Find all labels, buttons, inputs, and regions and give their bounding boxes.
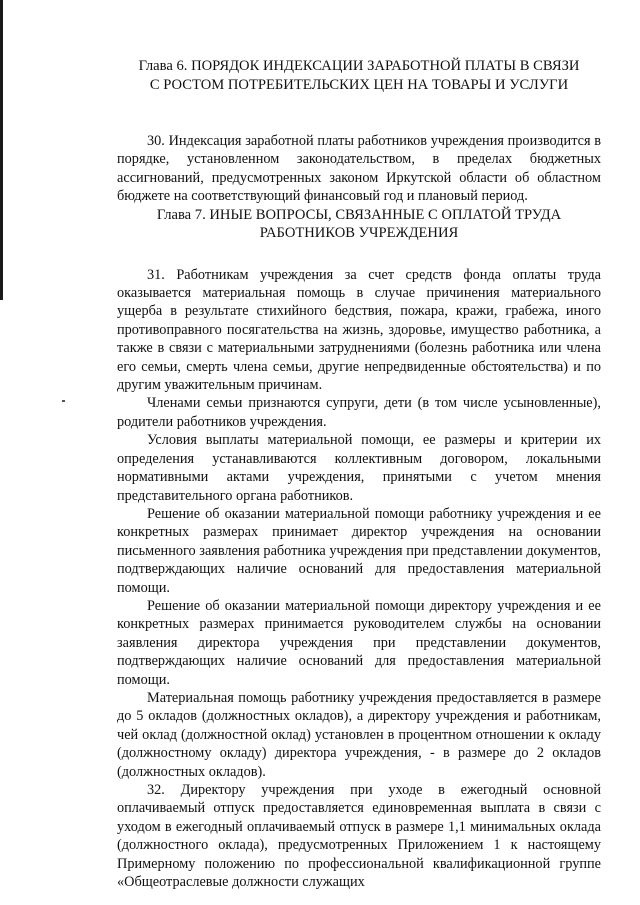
chapter-7-title-line-2: РАБОТНИКОВ УЧРЕЖДЕНИЯ — [259, 225, 459, 242]
paragraph-employee-aid-decision: Решение об оказании материальной помощи работнику учреждения и ее конкретных размерах принимает директор учреждения на основании письменного заявления работника учреждения при представлении документов, подтверждающих наличие оснований для предоставления материальной помощи. — [117, 505, 601, 596]
paragraph-32: 32. Директору учреждения при уходе в ежегодный основной оплачиваемый отпуск предоставляется единовременная выплата в связи с уходом в ежегодный оплачиваемый отпуск в размере 1,1 минимальных оклада (должностного оклада), предусмотренных Приложением 1 к настоящему Примерному положению по профессиональной квалификационной группе «Общеотраслевые должности служащих — [117, 782, 601, 891]
paragraph-payment-conditions: Условия выплаты материальной помощи, ее размеры и критерии их определения устанавливаются коллективным договором, локальными нормативными актами учреждения, принятыми с учетом мнения представительного органа работников. — [117, 432, 601, 504]
paragraph-aid-amount: Материальная помощь работнику учреждения предоставляется в размере до 5 окладов (должностных окладов), а директору учреждения и работникам, чей оклад (должностной оклад) установлен в процентном отношении к окладу (должностному окладу) директора учреждения, - в размере до 2 окладов (должностных окладов). — [117, 689, 601, 780]
paragraph-family-members: Членами семьи признаются супруги, дети (в том числе усыновленные), родители работников учреждения. — [117, 395, 601, 430]
chapter-7-title-line-1: Глава 7. ИНЫЕ ВОПРОСЫ, СВЯЗАННЫЕ С ОПЛАТОЙ ТРУДА — [156, 206, 562, 223]
chapter-6-title-line-1: Глава 6. ПОРЯДОК ИНДЕКСАЦИИ ЗАРАБОТНОЙ ПЛАТЫ В СВЯЗИ — [138, 58, 580, 74]
document-page — [117, 57, 601, 891]
chapter-6-title-line-2: С РОСТОМ ПОТРЕБИТЕЛЬСКИХ ЦЕН НА ТОВАРЫ И УСЛУГИ — [149, 76, 569, 93]
chapter-6-heading — [117, 57, 601, 94]
paragraph-30: 30. Индексация заработной платы работников учреждения производится в порядке, установленном законодательством, в пределах бюджетных ассигнований, предусмотренных законом Иркутской области об областном бюджете на соответствующий финансовый год и плановый период. — [117, 133, 601, 205]
paragraph-31: 31. Работникам учреждения за счет средств фонда оплаты труда оказывается материальная помощь в случае причинения материального ущерба в результате стихийного бедствия, пожара, кражи, грабежа, иного противоправного посягательства на жизнь, здоровье, имущество работника, а также в связи с материальными затруднениями (болезнь работника или члена его семьи, смерть члена семьи, другие непредвиденные обстоятельства) и по другим уважительным причинам. — [117, 266, 601, 394]
chapter-7-heading — [117, 206, 601, 243]
scan-edge-mark — [0, 0, 3, 300]
scan-speck — [62, 400, 65, 402]
paragraph-director-aid-decision: Решение об оказании материальной помощи директору учреждения и ее конкретных размерах принимается руководителем службы на основании заявления директора учреждения при представлении документов, подтверждающих наличие оснований для предоставления материальной помощи. — [117, 597, 601, 688]
